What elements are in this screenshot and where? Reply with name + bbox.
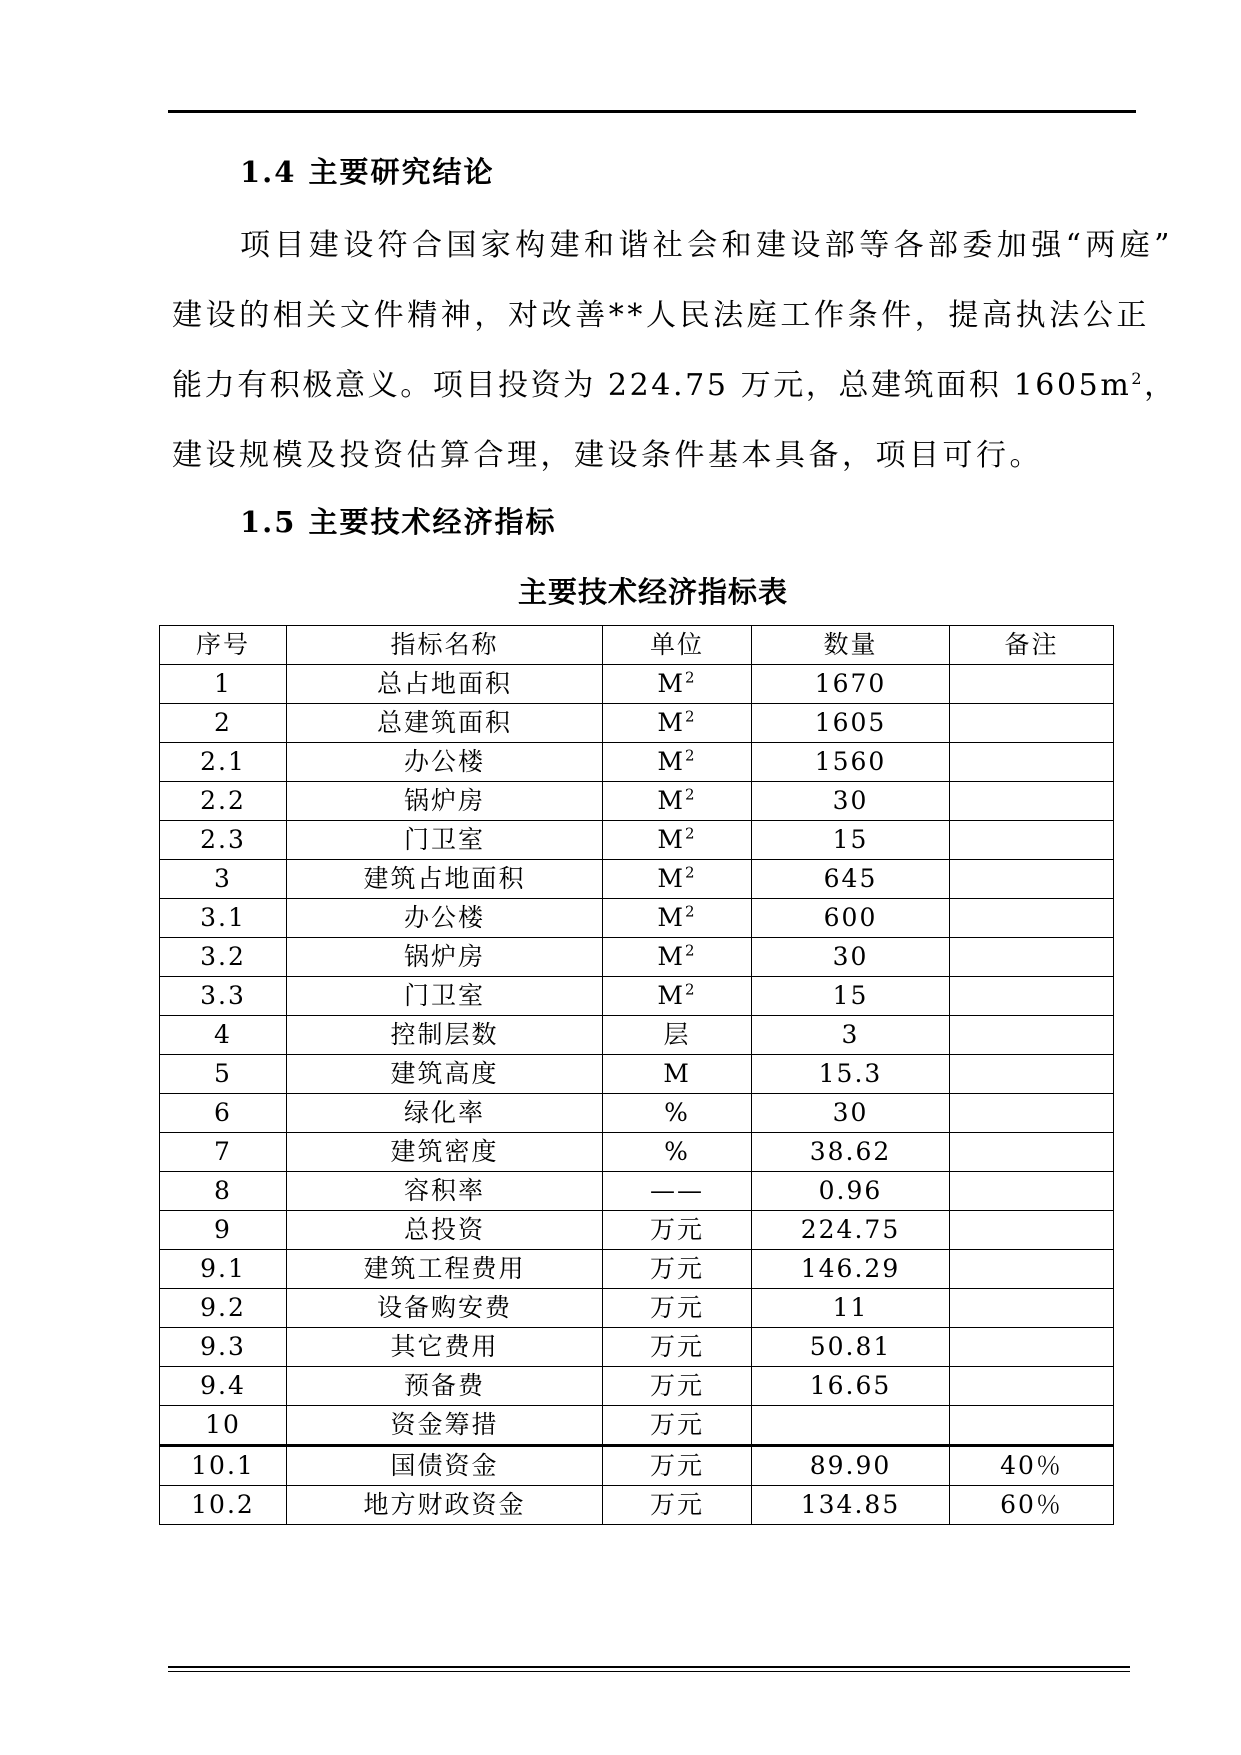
cell-name: 锅炉房 xyxy=(287,938,603,977)
cell-name: 办公楼 xyxy=(287,899,603,938)
cell-no: 3.1 xyxy=(160,899,287,938)
table-row xyxy=(160,1133,1114,1172)
table-row xyxy=(160,1172,1114,1211)
cell-no: 4 xyxy=(160,1016,287,1055)
cell-unit xyxy=(603,860,752,899)
cell-name: 建筑占地面积 xyxy=(287,860,603,899)
cell-note xyxy=(950,860,1114,899)
table-title: 主要技术经济指标表 xyxy=(517,575,788,609)
cell-name: 门卫室 xyxy=(287,977,603,1016)
cell-name: 总投资 xyxy=(287,1211,603,1250)
cell-note xyxy=(950,1211,1114,1250)
cell-no: 3.3 xyxy=(160,977,287,1016)
cell-name: 其它费用 xyxy=(287,1328,603,1367)
cell-name: 国债资金 xyxy=(287,1446,603,1486)
cell-note xyxy=(950,704,1114,743)
table-row xyxy=(160,1055,1114,1094)
cell-name: 建筑密度 xyxy=(287,1133,603,1172)
cell-unit xyxy=(603,782,752,821)
unit-text: M xyxy=(663,1059,691,1088)
cell-qty: 645 xyxy=(752,860,950,899)
table-row xyxy=(160,1094,1114,1133)
cell-no: 1 xyxy=(160,665,287,704)
cell-no: 9.2 xyxy=(160,1289,287,1328)
unit-text: M xyxy=(657,708,686,737)
unit-superscript: 2 xyxy=(685,941,697,960)
cell-qty: 15 xyxy=(752,821,950,860)
cell-qty: 11 xyxy=(752,1289,950,1328)
cell-note xyxy=(950,1016,1114,1055)
cell-no: 9.1 xyxy=(160,1250,287,1289)
cell-no: 9.4 xyxy=(160,1367,287,1406)
cell-name: 总建筑面积 xyxy=(287,704,603,743)
cell-qty: 134.85 xyxy=(752,1486,950,1525)
unit-text: M xyxy=(657,825,686,854)
unit-text: M xyxy=(657,747,686,776)
cell-note xyxy=(950,1055,1114,1094)
cell-unit xyxy=(603,1289,752,1328)
cell-name: 建筑工程费用 xyxy=(287,1250,603,1289)
unit-superscript: 2 xyxy=(685,746,697,765)
unit-text: % xyxy=(664,1137,690,1166)
cell-qty: 89.90 xyxy=(752,1446,950,1486)
header-cell-note: 备注 xyxy=(950,626,1114,665)
cell-note xyxy=(950,977,1114,1016)
cell-qty: 1560 xyxy=(752,743,950,782)
cell-name: 绿化率 xyxy=(287,1094,603,1133)
header-cell-unit: 单位 xyxy=(603,626,752,665)
unit-text: M xyxy=(657,903,686,932)
unit-text: 万元 xyxy=(649,1332,704,1361)
cell-no: 5 xyxy=(160,1055,287,1094)
unit-text: M xyxy=(657,669,686,698)
cell-unit xyxy=(603,1016,752,1055)
cell-name: 锅炉房 xyxy=(287,782,603,821)
table-row xyxy=(160,1016,1114,1055)
table-row xyxy=(160,977,1114,1016)
cell-note xyxy=(950,1289,1114,1328)
cell-qty: 146.29 xyxy=(752,1250,950,1289)
unit-text: 万元 xyxy=(649,1293,704,1322)
cell-no: 3 xyxy=(160,860,287,899)
section-heading-1-5: 1.5 主要技术经济指标 xyxy=(240,505,557,539)
cell-name: 办公楼 xyxy=(287,743,603,782)
cell-name: 地方财政资金 xyxy=(287,1486,603,1525)
header-rule xyxy=(168,110,1136,113)
unit-text: M xyxy=(657,942,686,971)
superscript: 2 xyxy=(1131,369,1145,388)
cell-unit xyxy=(603,665,752,704)
cell-qty: 3 xyxy=(752,1016,950,1055)
cell-name: 建筑高度 xyxy=(287,1055,603,1094)
cell-unit xyxy=(603,704,752,743)
cell-name: 设备购安费 xyxy=(287,1289,603,1328)
paragraph-line xyxy=(172,360,1177,404)
table-row xyxy=(160,782,1114,821)
cell-note xyxy=(950,821,1114,860)
cell-unit xyxy=(603,821,752,860)
unit-text: 层 xyxy=(663,1020,691,1049)
table-row xyxy=(160,1446,1114,1486)
cell-note xyxy=(950,1094,1114,1133)
cell-qty: 1670 xyxy=(752,665,950,704)
unit-superscript: 2 xyxy=(685,824,697,843)
cell-no: 3.2 xyxy=(160,938,287,977)
cell-no: 7 xyxy=(160,1133,287,1172)
unit-text: % xyxy=(664,1098,690,1127)
cell-unit xyxy=(603,743,752,782)
cell-qty: 16.65 xyxy=(752,1367,950,1406)
cell-note xyxy=(950,1133,1114,1172)
cell-unit xyxy=(603,1211,752,1250)
unit-superscript: 2 xyxy=(685,707,697,726)
cell-qty: 30 xyxy=(752,1094,950,1133)
cell-unit xyxy=(603,1486,752,1525)
table-row xyxy=(160,1328,1114,1367)
table-row xyxy=(160,1367,1114,1406)
unit-text: 万元 xyxy=(649,1254,704,1283)
table-body xyxy=(160,665,1114,1525)
cell-no: 2.2 xyxy=(160,782,287,821)
cell-qty: 30 xyxy=(752,938,950,977)
table-row xyxy=(160,1211,1114,1250)
cell-qty xyxy=(752,1406,950,1446)
cell-unit xyxy=(603,1446,752,1486)
cell-no: 6 xyxy=(160,1094,287,1133)
cell-note xyxy=(950,665,1114,704)
cell-qty: 0.96 xyxy=(752,1172,950,1211)
cell-unit xyxy=(603,1406,752,1446)
unit-text: 万元 xyxy=(649,1451,704,1480)
cell-unit xyxy=(603,977,752,1016)
cell-qty: 50.81 xyxy=(752,1328,950,1367)
cell-qty: 15 xyxy=(752,977,950,1016)
cell-note xyxy=(950,899,1114,938)
cell-no: 2.3 xyxy=(160,821,287,860)
cell-note xyxy=(950,1328,1114,1367)
cell-unit xyxy=(603,1367,752,1406)
cell-qty: 600 xyxy=(752,899,950,938)
cell-note xyxy=(950,1406,1114,1446)
cell-note: 60％ xyxy=(950,1486,1114,1525)
paragraph-text: ， xyxy=(1144,368,1177,403)
header-cell-no: 序号 xyxy=(160,626,287,665)
cell-unit xyxy=(603,899,752,938)
cell-qty: 38.62 xyxy=(752,1133,950,1172)
cell-unit xyxy=(603,1094,752,1133)
cell-unit xyxy=(603,938,752,977)
cell-no: 8 xyxy=(160,1172,287,1211)
paragraph-line: 项目建设符合国家构建和谐社会和建设部等各部委加强“两庭” xyxy=(240,228,1174,263)
cell-name: 容积率 xyxy=(287,1172,603,1211)
header-cell-qty: 数量 xyxy=(752,626,950,665)
cell-name: 资金筹措 xyxy=(287,1406,603,1446)
table-row xyxy=(160,1486,1114,1525)
table-row xyxy=(160,704,1114,743)
cell-unit xyxy=(603,1133,752,1172)
table-row xyxy=(160,1250,1114,1289)
paragraph-text: 能力有积极意义。项目投资为 224.75 万元，总建筑面积 1605m xyxy=(172,368,1132,403)
cell-note xyxy=(950,1250,1114,1289)
table-header-row xyxy=(160,626,1114,665)
cell-note: 40％ xyxy=(950,1446,1114,1486)
unit-superscript: 2 xyxy=(685,980,697,999)
cell-no: 9 xyxy=(160,1211,287,1250)
table-row xyxy=(160,1406,1114,1446)
unit-superscript: 2 xyxy=(685,902,697,921)
unit-text: 万元 xyxy=(649,1410,704,1439)
cell-qty: 224.75 xyxy=(752,1211,950,1250)
unit-superscript: 2 xyxy=(685,863,697,882)
cell-unit xyxy=(603,1172,752,1211)
footer-rule xyxy=(168,1666,1130,1672)
cell-note xyxy=(950,1367,1114,1406)
paragraph-line: 建设的相关文件精神，对改善**人民法庭工作条件，提高执法公正 xyxy=(172,298,1150,333)
cell-name: 总占地面积 xyxy=(287,665,603,704)
cell-no: 9.3 xyxy=(160,1328,287,1367)
cell-unit xyxy=(603,1250,752,1289)
section-heading-1-4: 1.4 主要研究结论 xyxy=(240,155,495,189)
cell-qty: 1605 xyxy=(752,704,950,743)
cell-note xyxy=(950,782,1114,821)
indicator-table xyxy=(159,625,1114,1525)
unit-superscript: 2 xyxy=(685,668,697,687)
header-cell-name: 指标名称 xyxy=(287,626,603,665)
table-row xyxy=(160,821,1114,860)
cell-no: 10 xyxy=(160,1406,287,1446)
unit-text: M xyxy=(657,864,686,893)
cell-name: 预备费 xyxy=(287,1367,603,1406)
cell-qty: 15.3 xyxy=(752,1055,950,1094)
cell-note xyxy=(950,743,1114,782)
cell-unit xyxy=(603,1328,752,1367)
unit-text: 万元 xyxy=(649,1215,704,1244)
table-row xyxy=(160,899,1114,938)
cell-no: 2.1 xyxy=(160,743,287,782)
table-row xyxy=(160,665,1114,704)
cell-name: 控制层数 xyxy=(287,1016,603,1055)
unit-text: M xyxy=(657,981,686,1010)
unit-text: M xyxy=(657,786,686,815)
paragraph-line: 建设规模及投资估算合理，建设条件基本具备，项目可行。 xyxy=(172,438,1043,473)
unit-superscript: 2 xyxy=(685,785,697,804)
cell-note xyxy=(950,938,1114,977)
cell-no: 10.2 xyxy=(160,1486,287,1525)
cell-no: 2 xyxy=(160,704,287,743)
unit-text: 万元 xyxy=(649,1490,704,1519)
cell-no: 10.1 xyxy=(160,1446,287,1486)
cell-qty: 30 xyxy=(752,782,950,821)
cell-name: 门卫室 xyxy=(287,821,603,860)
unit-text: 万元 xyxy=(649,1371,704,1400)
table-row xyxy=(160,1289,1114,1328)
cell-note xyxy=(950,1172,1114,1211)
table-row xyxy=(160,938,1114,977)
table-row xyxy=(160,860,1114,899)
cell-unit xyxy=(603,1055,752,1094)
table-row xyxy=(160,743,1114,782)
unit-text: —— xyxy=(650,1176,704,1205)
